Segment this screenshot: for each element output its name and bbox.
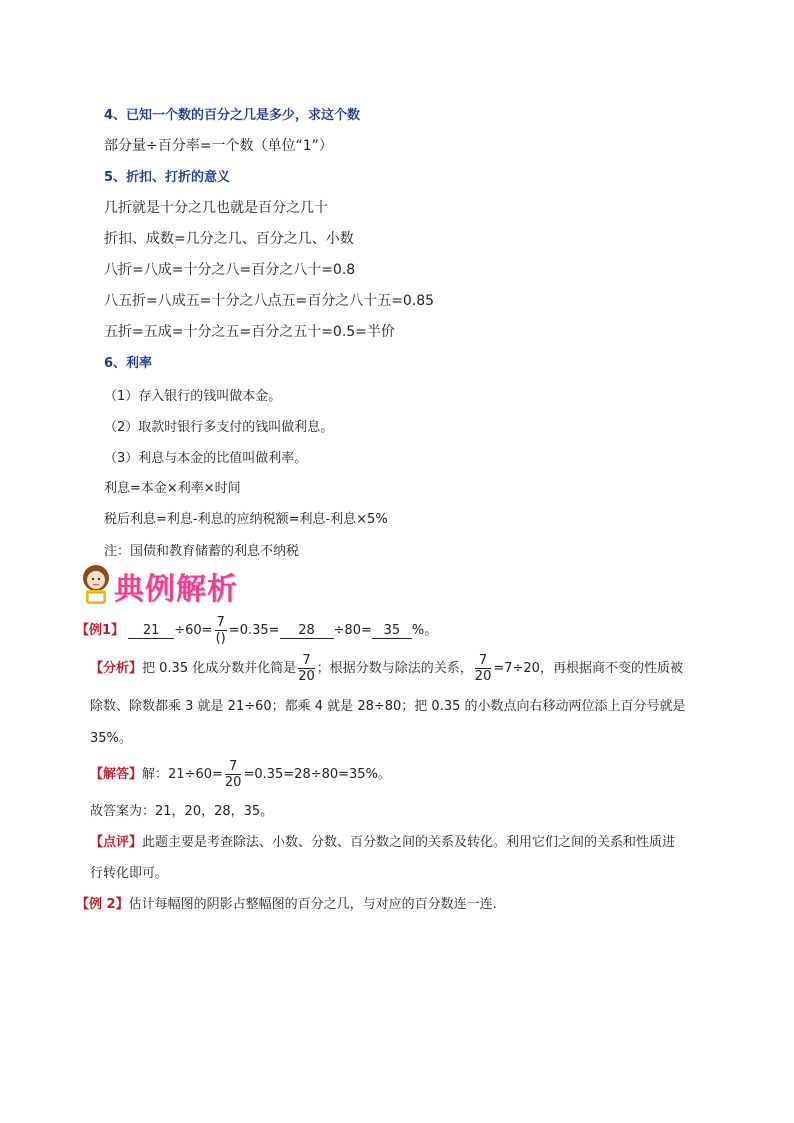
analysis-text: ；根据分数与除法的关系，	[316, 661, 473, 676]
section-heading-4: 4、已知一个数的百分之几是多少，求这个数	[104, 108, 361, 123]
text-line: 八五折=八成五=十分之八点五=百分之八十五=0.85	[104, 293, 435, 309]
section-heading-6: 6、利率	[104, 356, 153, 371]
banner-title: 典例解析	[114, 572, 238, 607]
text-line: （3）利息与本金的比值叫做利率。	[104, 451, 308, 466]
example1-question	[76, 616, 437, 645]
fraction	[298, 654, 315, 683]
text-line: 折扣、成数=几分之几、百分之几、小数	[104, 231, 354, 247]
numerator: 7	[298, 654, 315, 669]
answer-line	[90, 760, 391, 789]
numerator: 7	[225, 760, 242, 775]
analysis-tag: 【分析】	[90, 661, 143, 676]
answer-tag: 【解答】	[90, 767, 143, 782]
analysis-line-3: 35%。	[90, 731, 132, 746]
example2-question	[76, 893, 497, 912]
note-line: 注：国债和教育储蓄的利息不纳税	[104, 544, 300, 559]
numerator: 7	[216, 615, 225, 630]
example-tag: 【例 2】	[76, 897, 129, 912]
fraction	[215, 616, 227, 645]
denominator: ()	[215, 631, 226, 646]
text-line: （2）取款时银行多支付的钱叫做利息。	[104, 420, 334, 435]
fraction	[475, 654, 492, 683]
equation-text: %。	[411, 623, 438, 638]
formula-line: 税后利息=利息-利息的应纳税额=利息-利息×5%	[104, 512, 388, 527]
girl-mascot-icon	[78, 562, 114, 608]
analysis-line-1	[90, 654, 683, 683]
equation-text: =0.35=	[228, 623, 280, 638]
analysis-line-2: 除数、除数都乘 3 就是 21÷60；都乘 4 就是 28÷80；把 0.35 的小数点向右移动两位添上百分号就是	[90, 699, 686, 714]
operator-text: ÷60=	[174, 623, 213, 638]
formula-line: 部分量÷百分率=一个数（单位“1”）	[104, 138, 333, 154]
answer-text: 解：21÷60=	[142, 767, 223, 782]
text-line: 五折=五成=十分之五=百分之五十=0.5=半价	[104, 324, 395, 340]
comment-line-2: 行转化即可。	[90, 866, 169, 881]
denominator: 20	[224, 775, 242, 790]
text-line: （1）存入银行的钱叫做本金。	[104, 389, 282, 404]
answer-blank: 35	[372, 623, 412, 639]
operator-text: ÷80=	[333, 623, 372, 638]
text-line: 八折=八成=十分之八=百分之八十=0.8	[104, 262, 356, 278]
example-tag: 【例1】	[76, 623, 125, 638]
comment-tag: 【点评】	[90, 835, 143, 850]
formula-line: 利息=本金×利率×时间	[104, 481, 241, 496]
example-banner	[78, 562, 248, 610]
comment-line-1	[90, 831, 675, 850]
final-answer-line: 故答案为：21，20，28，35。	[90, 804, 274, 819]
denominator: 20	[298, 669, 315, 684]
answer-blank: 28	[280, 623, 334, 639]
analysis-text: =7÷20，再根据商不变的性质被	[493, 661, 683, 676]
answer-text: =0.35=28÷80=35%。	[243, 767, 391, 782]
analysis-text: 把 0.35 化成分数并化简是	[142, 661, 297, 676]
fraction	[225, 760, 242, 789]
comment-text: 此题主要是考查除法、小数、分数、百分数之间的关系及转化。利用它们之间的关系和性质进	[142, 835, 676, 850]
text-line: 几折就是十分之几也就是百分之几十	[104, 200, 328, 216]
answer-blank: 21	[128, 623, 174, 639]
example2-text: 估计每幅图的阴影占整幅图的百分之几，与对应的百分数连一连.	[128, 897, 497, 912]
section-heading-5: 5、折扣、打折的意义	[104, 170, 231, 185]
numerator: 7	[475, 654, 492, 669]
denominator: 20	[474, 669, 492, 684]
